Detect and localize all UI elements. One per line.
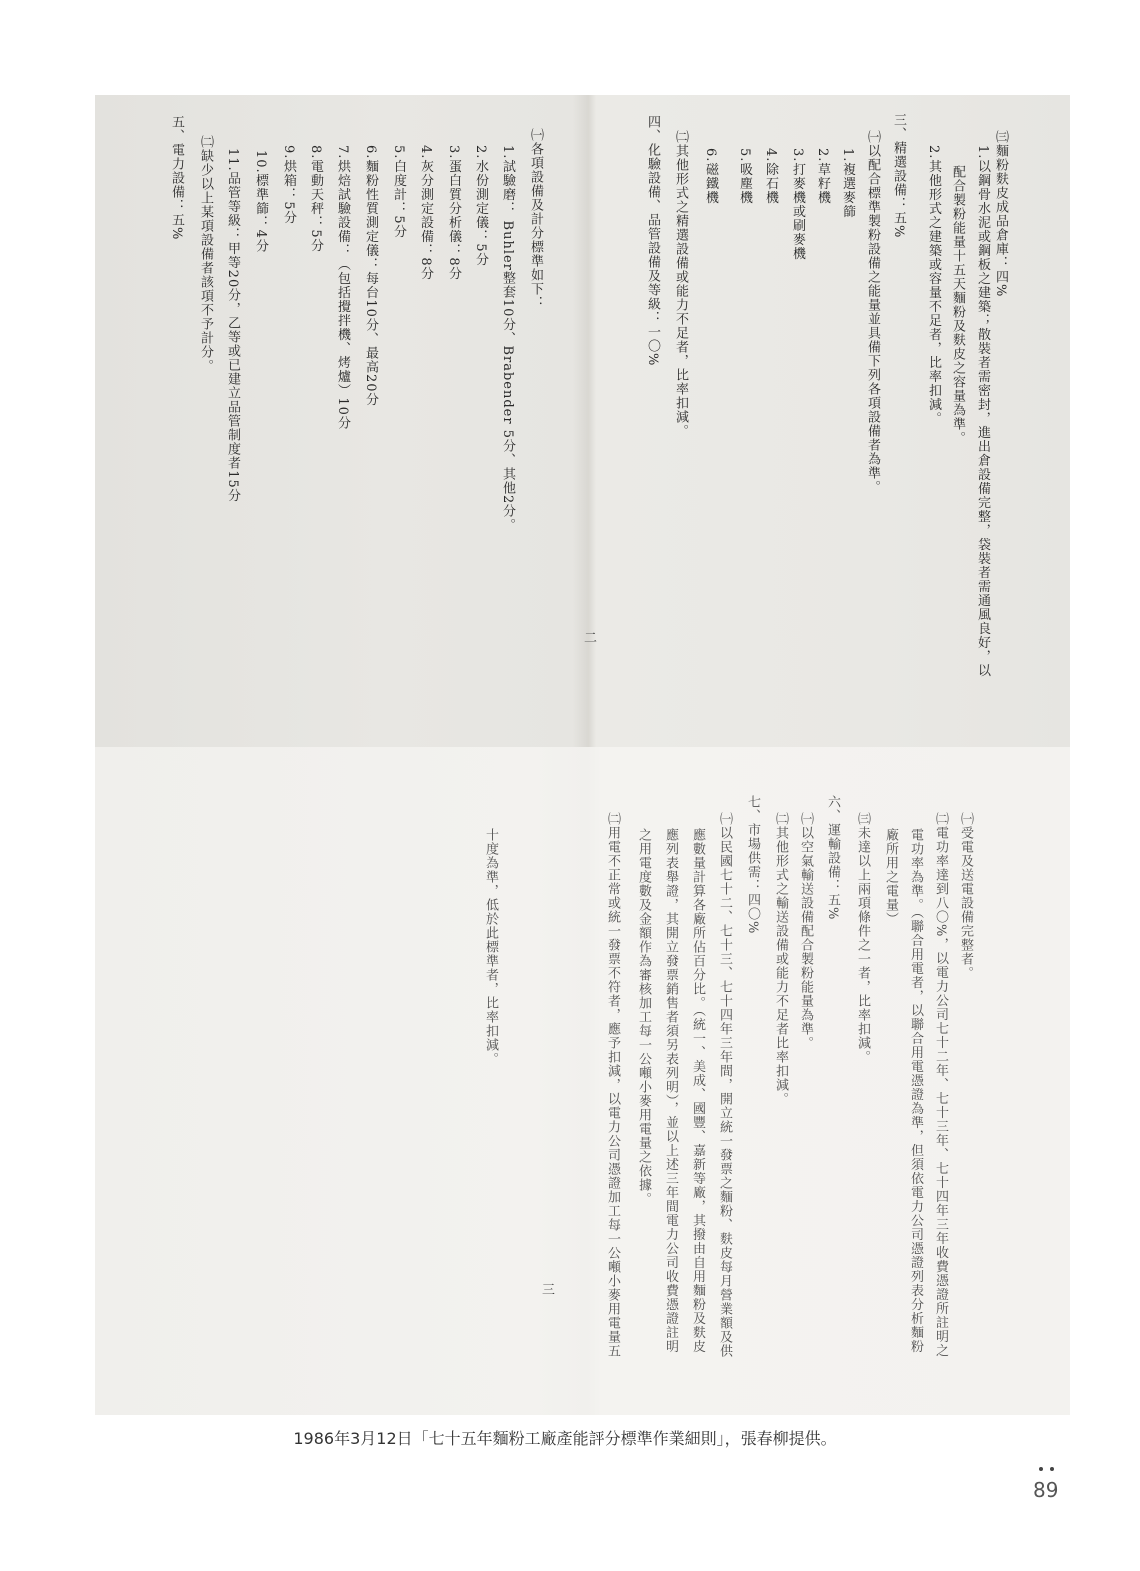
list-item-column: 2.草籽機 <box>815 148 830 205</box>
list-item-column: 3.打麥機或刷麥機 <box>790 148 805 261</box>
page-ornament-dots <box>1039 1467 1059 1473</box>
section-heading-column: 三、精選設備：五% <box>891 113 906 239</box>
text-column: 電功率為準。（聯合用電者，以聯合用電憑證為準，但須依電力公司憑證列表分析麵粉 <box>908 828 923 1354</box>
text-column: ㈠各項設備及計分標準如下： <box>528 128 543 310</box>
scan-page-number: 二 <box>584 631 598 646</box>
section-heading-column: 五、電力設備：五% <box>169 115 184 241</box>
text-column: ㈡其他形式之精選設備或能力不足者，比率扣減。 <box>673 130 688 438</box>
scanned-document-top-spread <box>95 95 1070 747</box>
list-item-column: 4.除石機 <box>763 148 778 205</box>
list-item-column: 10.標準篩：4分 <box>253 150 268 253</box>
list-item-column: 4.灰分測定設備：8分 <box>418 145 433 281</box>
text-column: ㈡電功率達到八〇%，以電力公司七十二年、七十三年、七十四年三年收費憑證所註明之 <box>933 812 948 1358</box>
text-column: ㈠受電及送電設備完整者。 <box>958 812 973 980</box>
text-column: ㈠以空氣輸送設備配合製粉能量為準。 <box>798 812 813 1050</box>
list-item-column: 3.蛋白質分析儀：8分 <box>446 145 461 281</box>
text-column: ㈡其他形式之輸送設備或能力不足者比率扣減。 <box>773 812 788 1106</box>
page-number: 89 <box>1033 1478 1059 1502</box>
text-column: 2.其他形式之建築或容量不足者，比率扣減。 <box>926 145 941 426</box>
scan-page-number: 三 <box>542 1283 556 1298</box>
ornament-dot <box>1050 1467 1054 1471</box>
list-item-column: 11.品管等級：甲等20分，乙等或已建立品管制度者15分 <box>225 148 240 503</box>
section-heading-column: 六、運輸設備：五% <box>825 795 840 921</box>
text-column: ㈠以配合標準製粉設備之能量並具備下列各項設備者為準。 <box>865 130 880 494</box>
figure-caption: 1986年3月12日「七十五年麵粉工廠產能評分標準作業細則」，張春柳提供。 <box>293 1429 837 1448</box>
text-column: ㈢未達以上兩項條件之一者，比率扣減。 <box>855 812 870 1064</box>
text-column: ㈡缺少以上某項設備者該項不予計分。 <box>198 135 213 373</box>
ornament-dot <box>1039 1467 1043 1471</box>
list-item-column: 2.水份測定儀：5分 <box>473 145 488 267</box>
list-item-column: 8.電動天秤：5分 <box>308 145 323 253</box>
text-column: 應數量計算各廠所佔百分比。（統一、美成、國豐、嘉新等廠，其撥由自用麵粉及麩皮 <box>690 828 705 1354</box>
section-heading-column: 四、化驗設備、品管設備及等級：一〇% <box>645 115 660 367</box>
list-item-column: 1.試驗磨： Buhler整套10分、Brabender 5分、其他2分。 <box>500 145 515 533</box>
list-item-column: 7.烘焙試驗設備：（包括攪拌機、烤爐）10分 <box>335 145 350 430</box>
section-heading-column: ㈢麵粉麩皮成品倉庫：四% <box>993 130 1008 298</box>
text-column: 十度為準，低於此標準者，比率扣減。 <box>483 828 498 1066</box>
text-column: ㈡用電不正常或統一發票不符者，應予扣減，以電力公司憑證加工每一公噸小麥用電量五 <box>605 812 620 1358</box>
list-item-column: 5.吸塵機 <box>737 148 752 205</box>
text-column: 廠所用之電量） <box>883 828 898 926</box>
section-heading-column: 七、市場供需：四〇% <box>745 795 760 935</box>
text-column: 1.以鋼骨水泥或鋼板之建築；散裝者需密封，進出倉設備完整，袋裝者需通風良好，以 <box>975 145 990 678</box>
list-item-column: 5.白度計：5分 <box>391 145 406 239</box>
list-item-column: 1.複選麥篩 <box>840 148 855 219</box>
list-item-column: 6.麵粉性質測定儀：每台10分、最高20分 <box>363 145 378 407</box>
text-column: 之用電度數及金額作為審核加工每一公噸小麥用電量之依據。 <box>636 828 651 1206</box>
list-item-column: 9.烘箱：5分 <box>281 145 296 225</box>
text-column: 應列表舉證，其開立發票銷售者須另表列明），並以上述三年間電力公司收費憑證註明 <box>663 828 678 1354</box>
scanned-document-bottom-spread <box>95 747 1070 1415</box>
text-column: 配合製粉能量十五天麵粉及麩皮之容量為準。 <box>950 165 965 445</box>
list-item-column: 6.磁鐵機 <box>703 148 718 205</box>
text-column: ㈠以民國七十二、七十三、七十四年三年間，開立統一發票之麵粉、麩皮每月營業額及供 <box>717 812 732 1358</box>
